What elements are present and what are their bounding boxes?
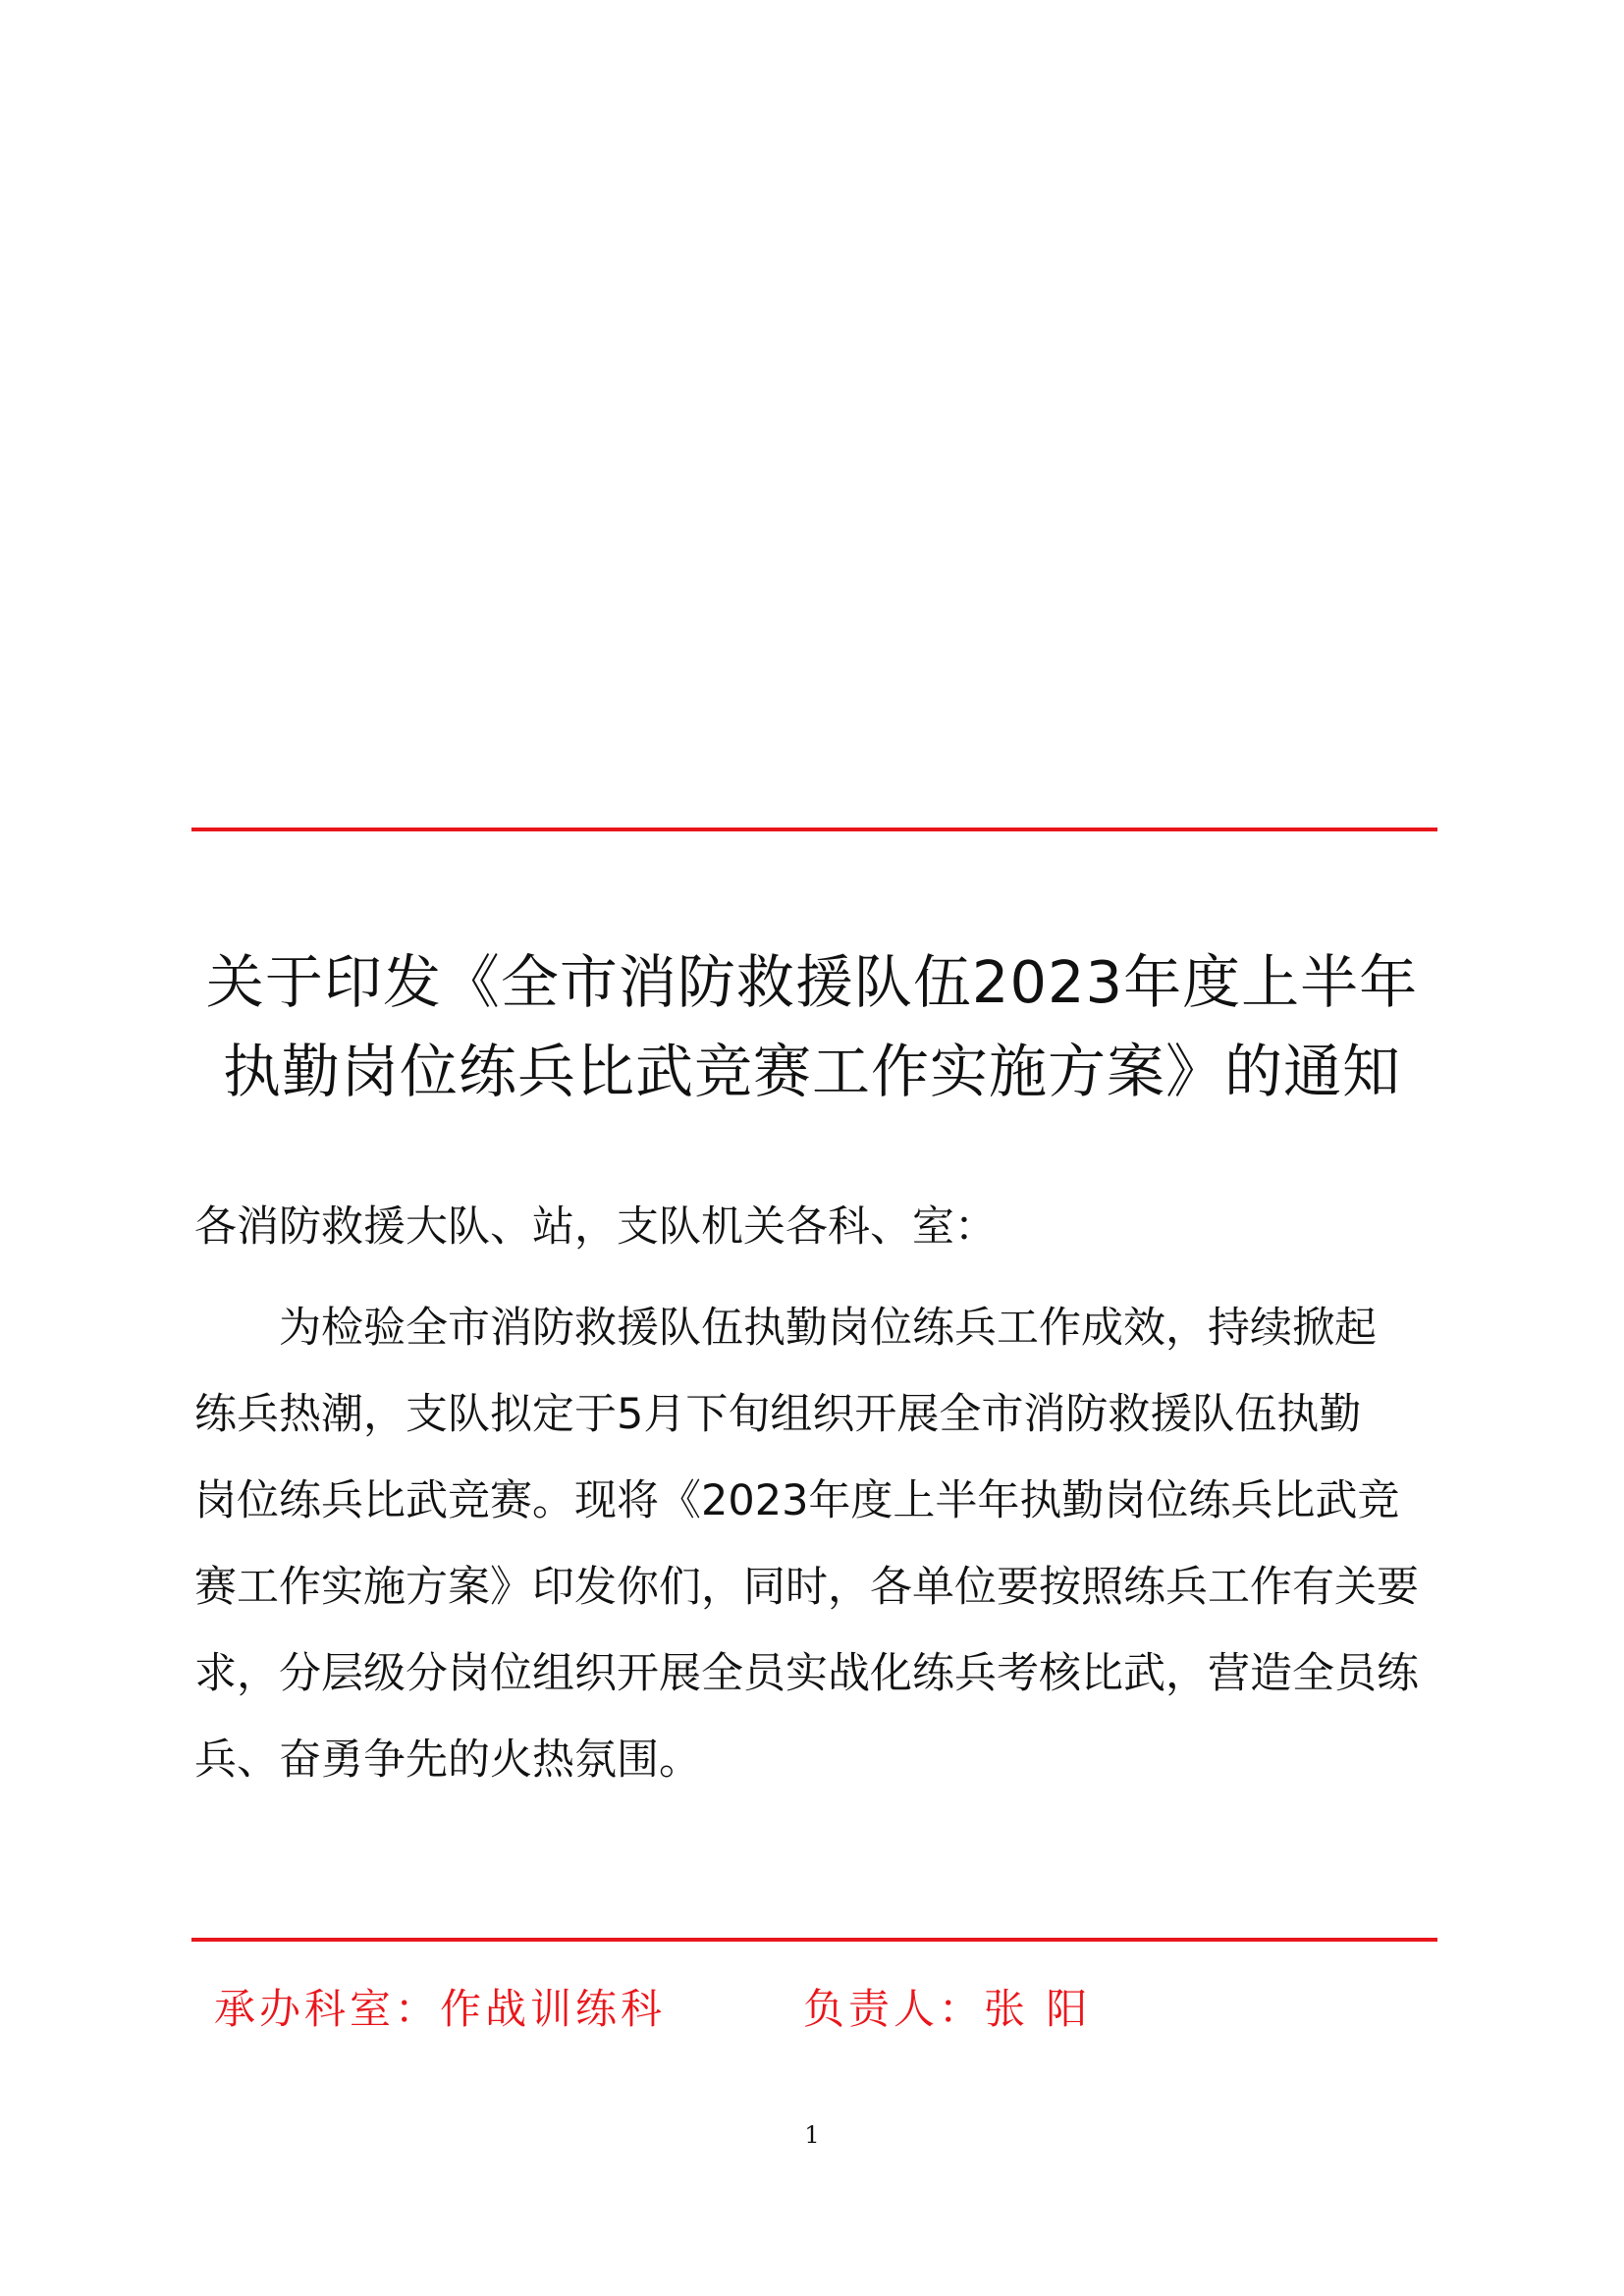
- footer: [214, 1975, 1392, 2044]
- body-paragraph: [194, 1285, 1441, 1803]
- body-line-5: 求，分层级分岗位组织开展全员实战化练兵考核比武，营造全员练: [194, 1649, 1419, 1698]
- document-title: [147, 937, 1477, 1116]
- responsible-office: 承办科室：作战训练科: [214, 1985, 667, 2033]
- top-red-rule: [191, 828, 1437, 831]
- body-line-6: 兵、奋勇争先的火热氛围。: [194, 1735, 701, 1785]
- salutation: 各消防救援大队、站，支队机关各科、室：: [194, 1202, 997, 1252]
- title-line-2: 执勤岗位练兵比武竞赛工作实施方案》的通知: [222, 1038, 1401, 1105]
- title-line-1: 关于印发《全市消防救援队伍2023年度上半年: [205, 948, 1419, 1016]
- body-line-4: 赛工作实施方案》印发你们，同时，各单位要按照练兵工作有关要: [194, 1563, 1419, 1612]
- body-line-2: 练兵热潮，支队拟定于5月下旬组织开展全市消防救援队伍执勤: [194, 1390, 1362, 1439]
- responsible-person: 负责人：张 阳: [803, 1985, 1092, 2033]
- bottom-red-rule: [191, 1938, 1437, 1942]
- page-number: 1: [804, 2121, 820, 2149]
- body-line-3: 岗位练兵比武竞赛。现将《2023年度上半年执勤岗位练兵比武竞: [194, 1476, 1400, 1525]
- body-line-1: 为检验全市消防救援队伍执勤岗位练兵工作成效，持续掀起: [279, 1304, 1377, 1353]
